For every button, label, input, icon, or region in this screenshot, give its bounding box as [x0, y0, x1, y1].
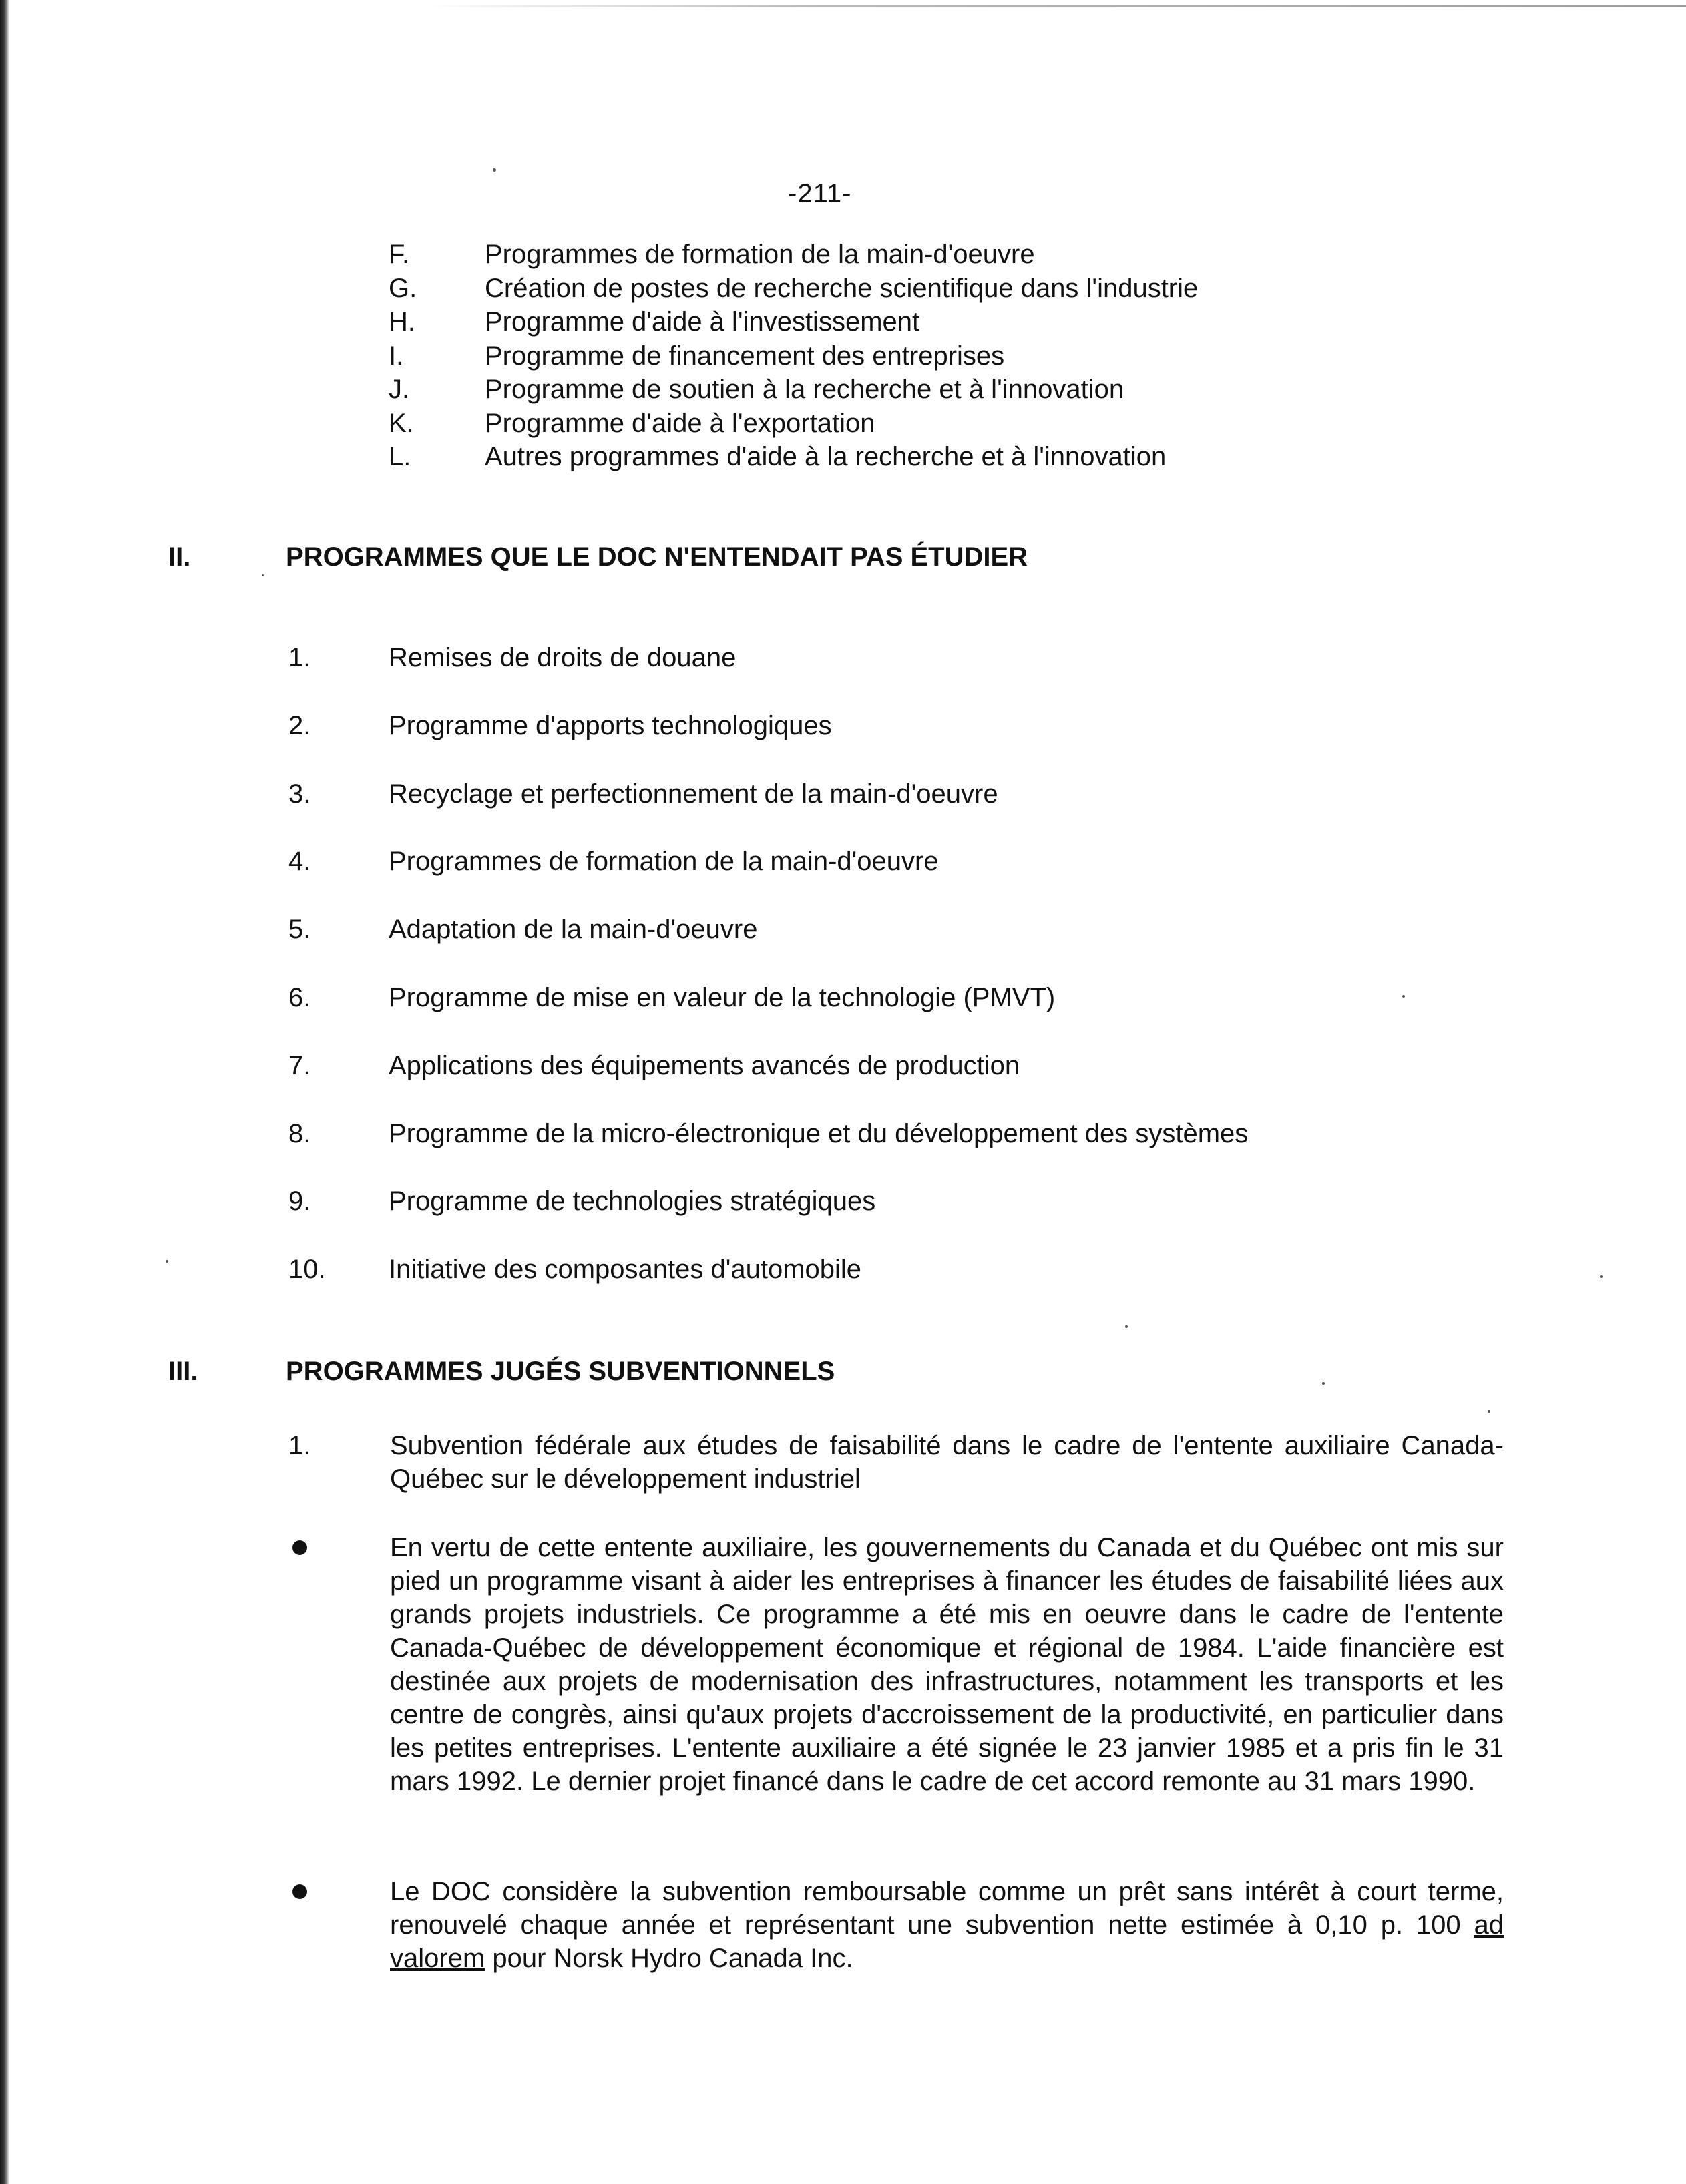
item-letter: I. — [389, 341, 404, 371]
item-text: Autres programmes d'aide à la recherche et à l'innovation — [485, 442, 1167, 471]
list-item — [389, 272, 1390, 306]
item-number: 1. — [288, 643, 311, 672]
section-title: PROGRAMMES JUGÉS SUBVENTIONNELS — [286, 1357, 835, 1386]
list-item — [288, 913, 1557, 981]
scan-speck — [166, 1260, 168, 1263]
scan-speck — [493, 168, 496, 172]
list-item — [288, 1253, 1557, 1321]
paragraph-text — [390, 1875, 1504, 1975]
item-text: Applications des équipements avancés de production — [389, 1050, 1020, 1080]
scan-speck — [1488, 1410, 1490, 1413]
item-text: Recyclage et perfectionnement de la main-d'oeuvre — [389, 779, 998, 809]
item-text: Programme d'aide à l'exportation — [485, 408, 875, 438]
lettered-program-list — [389, 238, 1390, 474]
list-item — [288, 1117, 1557, 1185]
item-letter: K. — [389, 408, 414, 438]
bullet-icon — [292, 1884, 307, 1899]
paragraph-text-part: Le DOC considère la subvention remboursable comme un prêt sans intérêt à court terme, renouvelé chaque année et représentant une subvention nette estimée à 0,10 p. 100 — [390, 1877, 1504, 1940]
item-text: Programme de financement des entreprises — [485, 341, 1005, 371]
item-text: Adaptation de la main-d'oeuvre — [389, 915, 758, 945]
item-text: Programmes de formation de la main-d'oeuvre — [389, 847, 939, 877]
item-text: Remises de droits de douane — [389, 643, 736, 672]
bullet-paragraph — [288, 1875, 1504, 1982]
page-number: -211- — [788, 179, 852, 208]
section-number: II. — [168, 542, 191, 572]
list-item — [288, 709, 1557, 777]
underlined-term: ad valorem — [390, 1910, 1504, 1973]
list-item — [288, 981, 1557, 1049]
section-number: III. — [168, 1357, 198, 1386]
item-letter: F. — [389, 240, 410, 269]
item-text: Programme de mise en valeur de la technologie (PMVT) — [389, 982, 1056, 1012]
item-number: 4. — [288, 847, 311, 877]
item-number: 10. — [288, 1255, 326, 1285]
scan-speck — [262, 574, 264, 576]
item-number: 7. — [288, 1050, 311, 1080]
list-item — [288, 777, 1557, 845]
item-number: 2. — [288, 710, 311, 740]
list-item — [288, 1184, 1557, 1253]
list-item — [389, 305, 1390, 339]
numbered-paragraph — [288, 1429, 1504, 1502]
scan-top-line — [427, 5, 1686, 7]
list-item — [389, 238, 1390, 272]
item-text: Programmes de formation de la main-d'oeuvre — [485, 240, 1035, 269]
item-number: 8. — [288, 1118, 311, 1148]
item-number: 5. — [288, 915, 311, 945]
item-text: Programme de soutien à la recherche et à l'innovation — [485, 375, 1124, 404]
list-item — [288, 641, 1557, 709]
scan-speck — [1600, 1275, 1603, 1278]
list-item — [389, 339, 1390, 373]
paragraph-text: Subvention fédérale aux études de faisabilité dans le cadre de l'entente auxiliaire Canada-Québec sur le développement industriel — [390, 1431, 1504, 1494]
list-item — [389, 373, 1390, 407]
item-text: Programme de la micro-électronique et du développement des systèmes — [389, 1118, 1249, 1148]
bullet-paragraph — [288, 1531, 1504, 1878]
item-letter: G. — [389, 273, 417, 303]
item-text: Initiative des composantes d'automobile — [389, 1255, 862, 1285]
item-letter: J. — [389, 375, 410, 404]
item-letter: H. — [389, 307, 415, 337]
item-text: Création de postes de recherche scientifique dans l'industrie — [485, 273, 1199, 303]
item-number: 9. — [288, 1186, 311, 1217]
item-number: 6. — [288, 982, 311, 1012]
item-number: 3. — [288, 779, 311, 809]
list-item — [389, 440, 1390, 474]
numbered-program-list — [288, 641, 1557, 1321]
list-item — [288, 1049, 1557, 1117]
item-text: Programme d'apports technologiques — [389, 710, 832, 740]
scan-speck — [1322, 1382, 1325, 1385]
item-number: 1. — [288, 1431, 311, 1460]
scan-speck — [1125, 1325, 1128, 1328]
item-text: Programme de technologies stratégiques — [389, 1186, 876, 1217]
item-text: Programme d'aide à l'investissement — [485, 307, 920, 337]
section-title: PROGRAMMES QUE LE DOC N'ENTENDAIT PAS ÉTUDIER — [286, 542, 1028, 572]
list-item — [288, 845, 1557, 913]
item-letter: L. — [389, 442, 411, 471]
scan-edge-shadow — [0, 0, 9, 2184]
paragraph-text: En vertu de cette entente auxiliaire, les gouvernements du Canada et du Québec ont mis sur pied un programme visant à aider les entreprises à financer les études de faisabilité liées aux grands projets industriels. Ce programme a été mis en oeuvre dans le cadre de l'entente Canada-Québec de développement économique et régional de 1984. L'aide financière est destinée aux projets de modernisation des infrastructures, notamment les transports et les centre de congrès, ainsi qu'aux projets d'accroissement de la productivité, en particulier dans les petites entreprises. L'entente auxiliaire a été signée le 23 janvier 1985 et a pris fin le 31 mars 1992. Le dernier projet financé dans le cadre de cet accord remonte au 31 mars 1990. — [390, 1533, 1504, 1796]
bullet-icon — [292, 1540, 307, 1555]
paragraph-text-part: pour Norsk Hydro Canada Inc. — [485, 1944, 853, 1973]
list-item — [389, 407, 1390, 441]
